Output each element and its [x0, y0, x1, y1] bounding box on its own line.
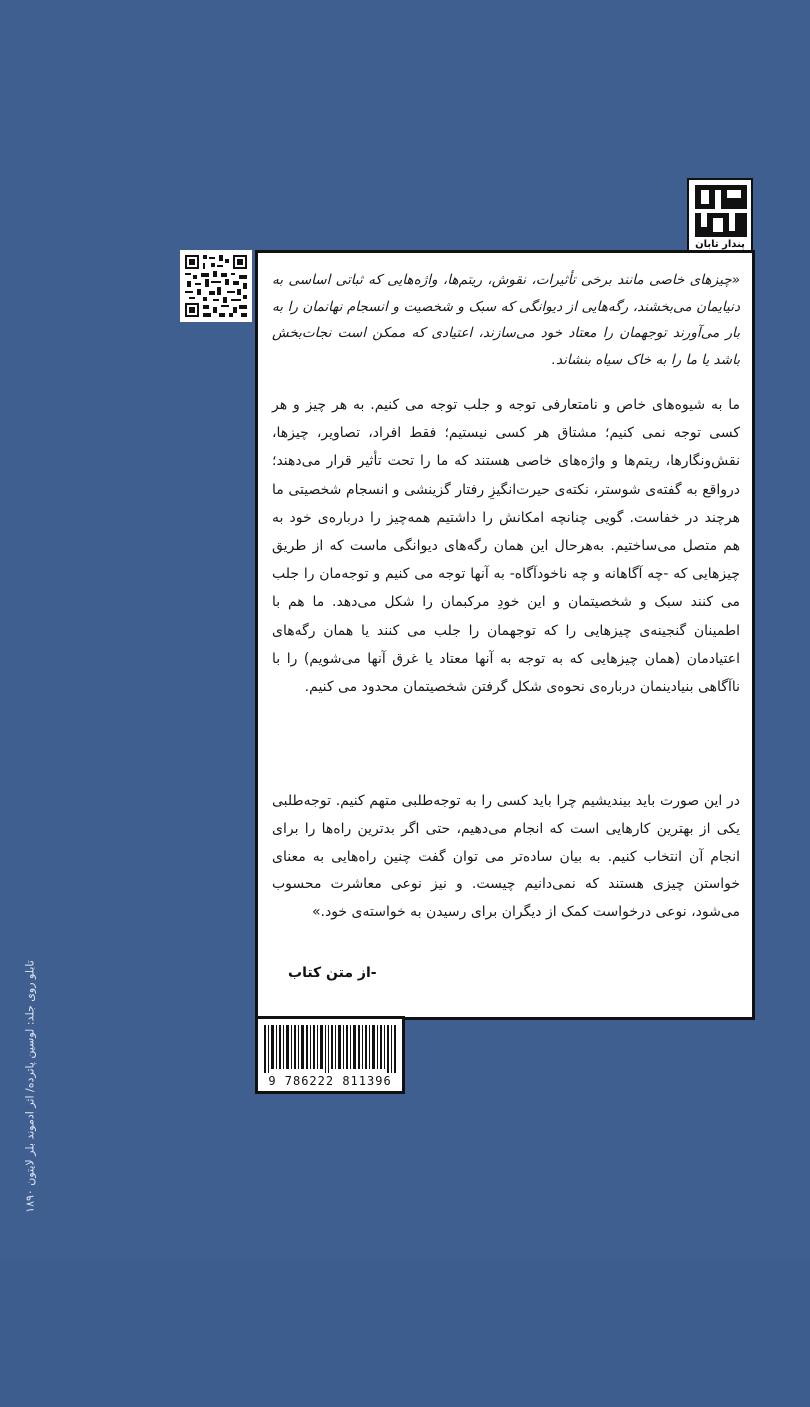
cover-art-credit: تابلو روی جلد: لوسین پاترده/ اثر ادموند بلر لایتون ۱۸۹۰	[23, 960, 37, 1213]
qr-code	[180, 250, 252, 322]
barcode-bars	[264, 1025, 396, 1073]
publisher-name: پندار تابان	[695, 239, 745, 250]
blurb-paragraph-1: ما به شیوه‌های خاص و نامتعارفی توجه و جلب توجه می کنیم. به هر چیز و هر کسی توجه نمی کنیم؛ مشتاق هر کسی نیستیم؛ فقط افراد، تصاویر، چیزها، نقش‌ونگارها، ریتم‌ها و واژه‌های خاصی هستند که ما را تحت تأثیر قرار می‌دهند؛ درواقع به گفته‌ی شوستر، نکته‌ی حیرت‌انگیزِ رفتار گزینشی و انسجام شخصیتی ما هرچند در خفاست. گویی چنانچه امکانش را داشتیم همه‌چیز را درباره‌ی خود به هم متصل می‌ساختیم. به‌هرحال این همان رگه‌های دیوانگی ماست که از طریق چیزهایی که -چه آگاهانه و چه ناخودآگاه- به آنها توجه می کنیم و توجه‌مان را جلب می کنند سبک و شخصیتمان و این خودِ مرکبمان را شکل می‌دهد. ما هم با اطمینان گنجینه‌ی چیزهایی را که توجهمان را جلب می کنند یا همان رگه‌های اعتیادمان (همان چیزهایی که به توجه به آنها معتاد یا غرق آنها می‌شویم) را با ناآگاهی بنیادینمان درباره‌ی نحوه‌ی شکل گرفتن شخصیتمان محدود می کنیم.	[272, 397, 740, 696]
publisher-logo	[687, 178, 753, 254]
blurb-panel	[255, 250, 755, 1020]
quote-source: -از متن کتاب	[288, 965, 377, 981]
isbn-barcode	[255, 1016, 405, 1094]
publisher-logo-mark	[695, 185, 747, 237]
book-quote: «چیزهای خاصی مانند برخی تأثیرات، نقوش، ریتم‌ها، واژه‌هایی که ثباتی اساسی به دنیایمان می‌بخشند، رگه‌هایی از دیوانگی که سبک و شخصیت و انسجام نهانمان را به بار می‌آورند توجهمان را معتاد خود می‌سازند، اعتیادی که ممکن است نجات‌بخش باشد یا ما را به خاک سیاه بنشاند.	[272, 272, 740, 368]
blurb-paragraph-2: در این صورت باید بیندیشیم چرا باید کسی را به توجه‌طلبی متهم کنیم. توجه‌طلبی یکی از بهترین کارهایی است که انجام می‌دهیم، حتی اگر بدترین راه‌ها را برای انجام آن انتخاب کنیم. به بیان ساده‌تر می توان گفت چنین راه‌هایی به معنای خواستن چیزی هستند که نمی‌دانیم چیست. و نیز نوعی معاشرت محسوب می‌شود، نوعی درخواست کمک از دیگران برای رسیدن به خواسته‌ی خود.»	[272, 793, 740, 921]
isbn-number: 9 786222 811396	[268, 1074, 392, 1088]
